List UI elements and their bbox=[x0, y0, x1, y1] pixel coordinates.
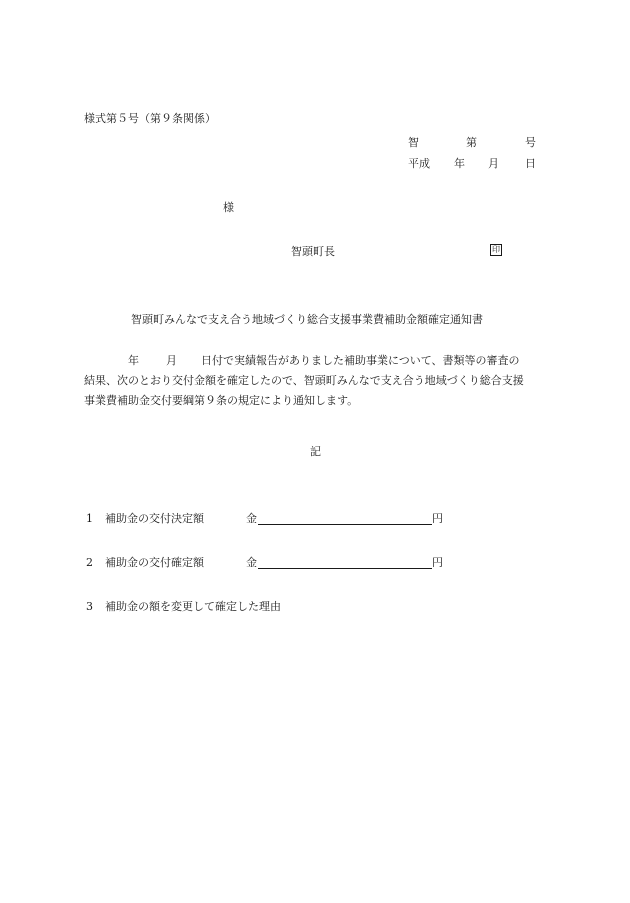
body-line-3: 事業費補助金交付要綱第９条の規定により通知します。 bbox=[84, 394, 359, 407]
doc-number-go: 号 bbox=[525, 136, 536, 149]
issuer-title: 智頭町長 bbox=[291, 245, 335, 258]
item-1-number: 1 bbox=[86, 512, 93, 525]
ki-heading: 記 bbox=[310, 445, 321, 458]
item-3-number: 3 bbox=[86, 600, 93, 613]
seal-mark bbox=[490, 244, 502, 256]
date-day-label: 日 bbox=[525, 157, 536, 170]
form-number: 様式第５号（第９条関係） bbox=[84, 112, 216, 125]
item-2-label: 補助金の交付確定額 bbox=[105, 556, 204, 569]
body-paragraph bbox=[84, 351, 554, 411]
seal-text: 印 bbox=[492, 245, 500, 254]
item-1-prefix: 金 bbox=[246, 512, 257, 525]
item-2-unit: 円 bbox=[432, 556, 443, 569]
item-2-prefix: 金 bbox=[246, 556, 257, 569]
item-1-label: 補助金の交付決定額 bbox=[105, 512, 204, 525]
doc-number-prefix: 智 bbox=[408, 136, 419, 149]
date-era: 平成 bbox=[408, 157, 430, 170]
body-line-1-text: 日付で実績報告がありました補助事業について、書類等の審査の bbox=[201, 354, 520, 367]
addressee-honorific: 様 bbox=[223, 201, 234, 214]
date-month-label: 月 bbox=[488, 157, 499, 170]
doc-number-dai: 第 bbox=[466, 136, 477, 149]
item-2-amount-line bbox=[258, 568, 432, 569]
body-year-label: 年 bbox=[128, 354, 139, 367]
item-1-amount-line bbox=[258, 524, 432, 525]
body-line-2: 結果、次のとおり交付金額を確定したので、智頭町みんなで支え合う地域づくり総合支援 bbox=[84, 374, 524, 387]
document-title: 智頭町みんなで支え合う地域づくり総合支援事業費補助金額確定通知書 bbox=[131, 313, 483, 326]
body-line-1 bbox=[84, 351, 554, 371]
item-2-number: 2 bbox=[86, 556, 93, 569]
date-year-label: 年 bbox=[454, 157, 465, 170]
item-3-label: 補助金の額を変更して確定した理由 bbox=[105, 600, 281, 613]
body-month-label: 月 bbox=[166, 354, 177, 367]
item-1-unit: 円 bbox=[432, 512, 443, 525]
